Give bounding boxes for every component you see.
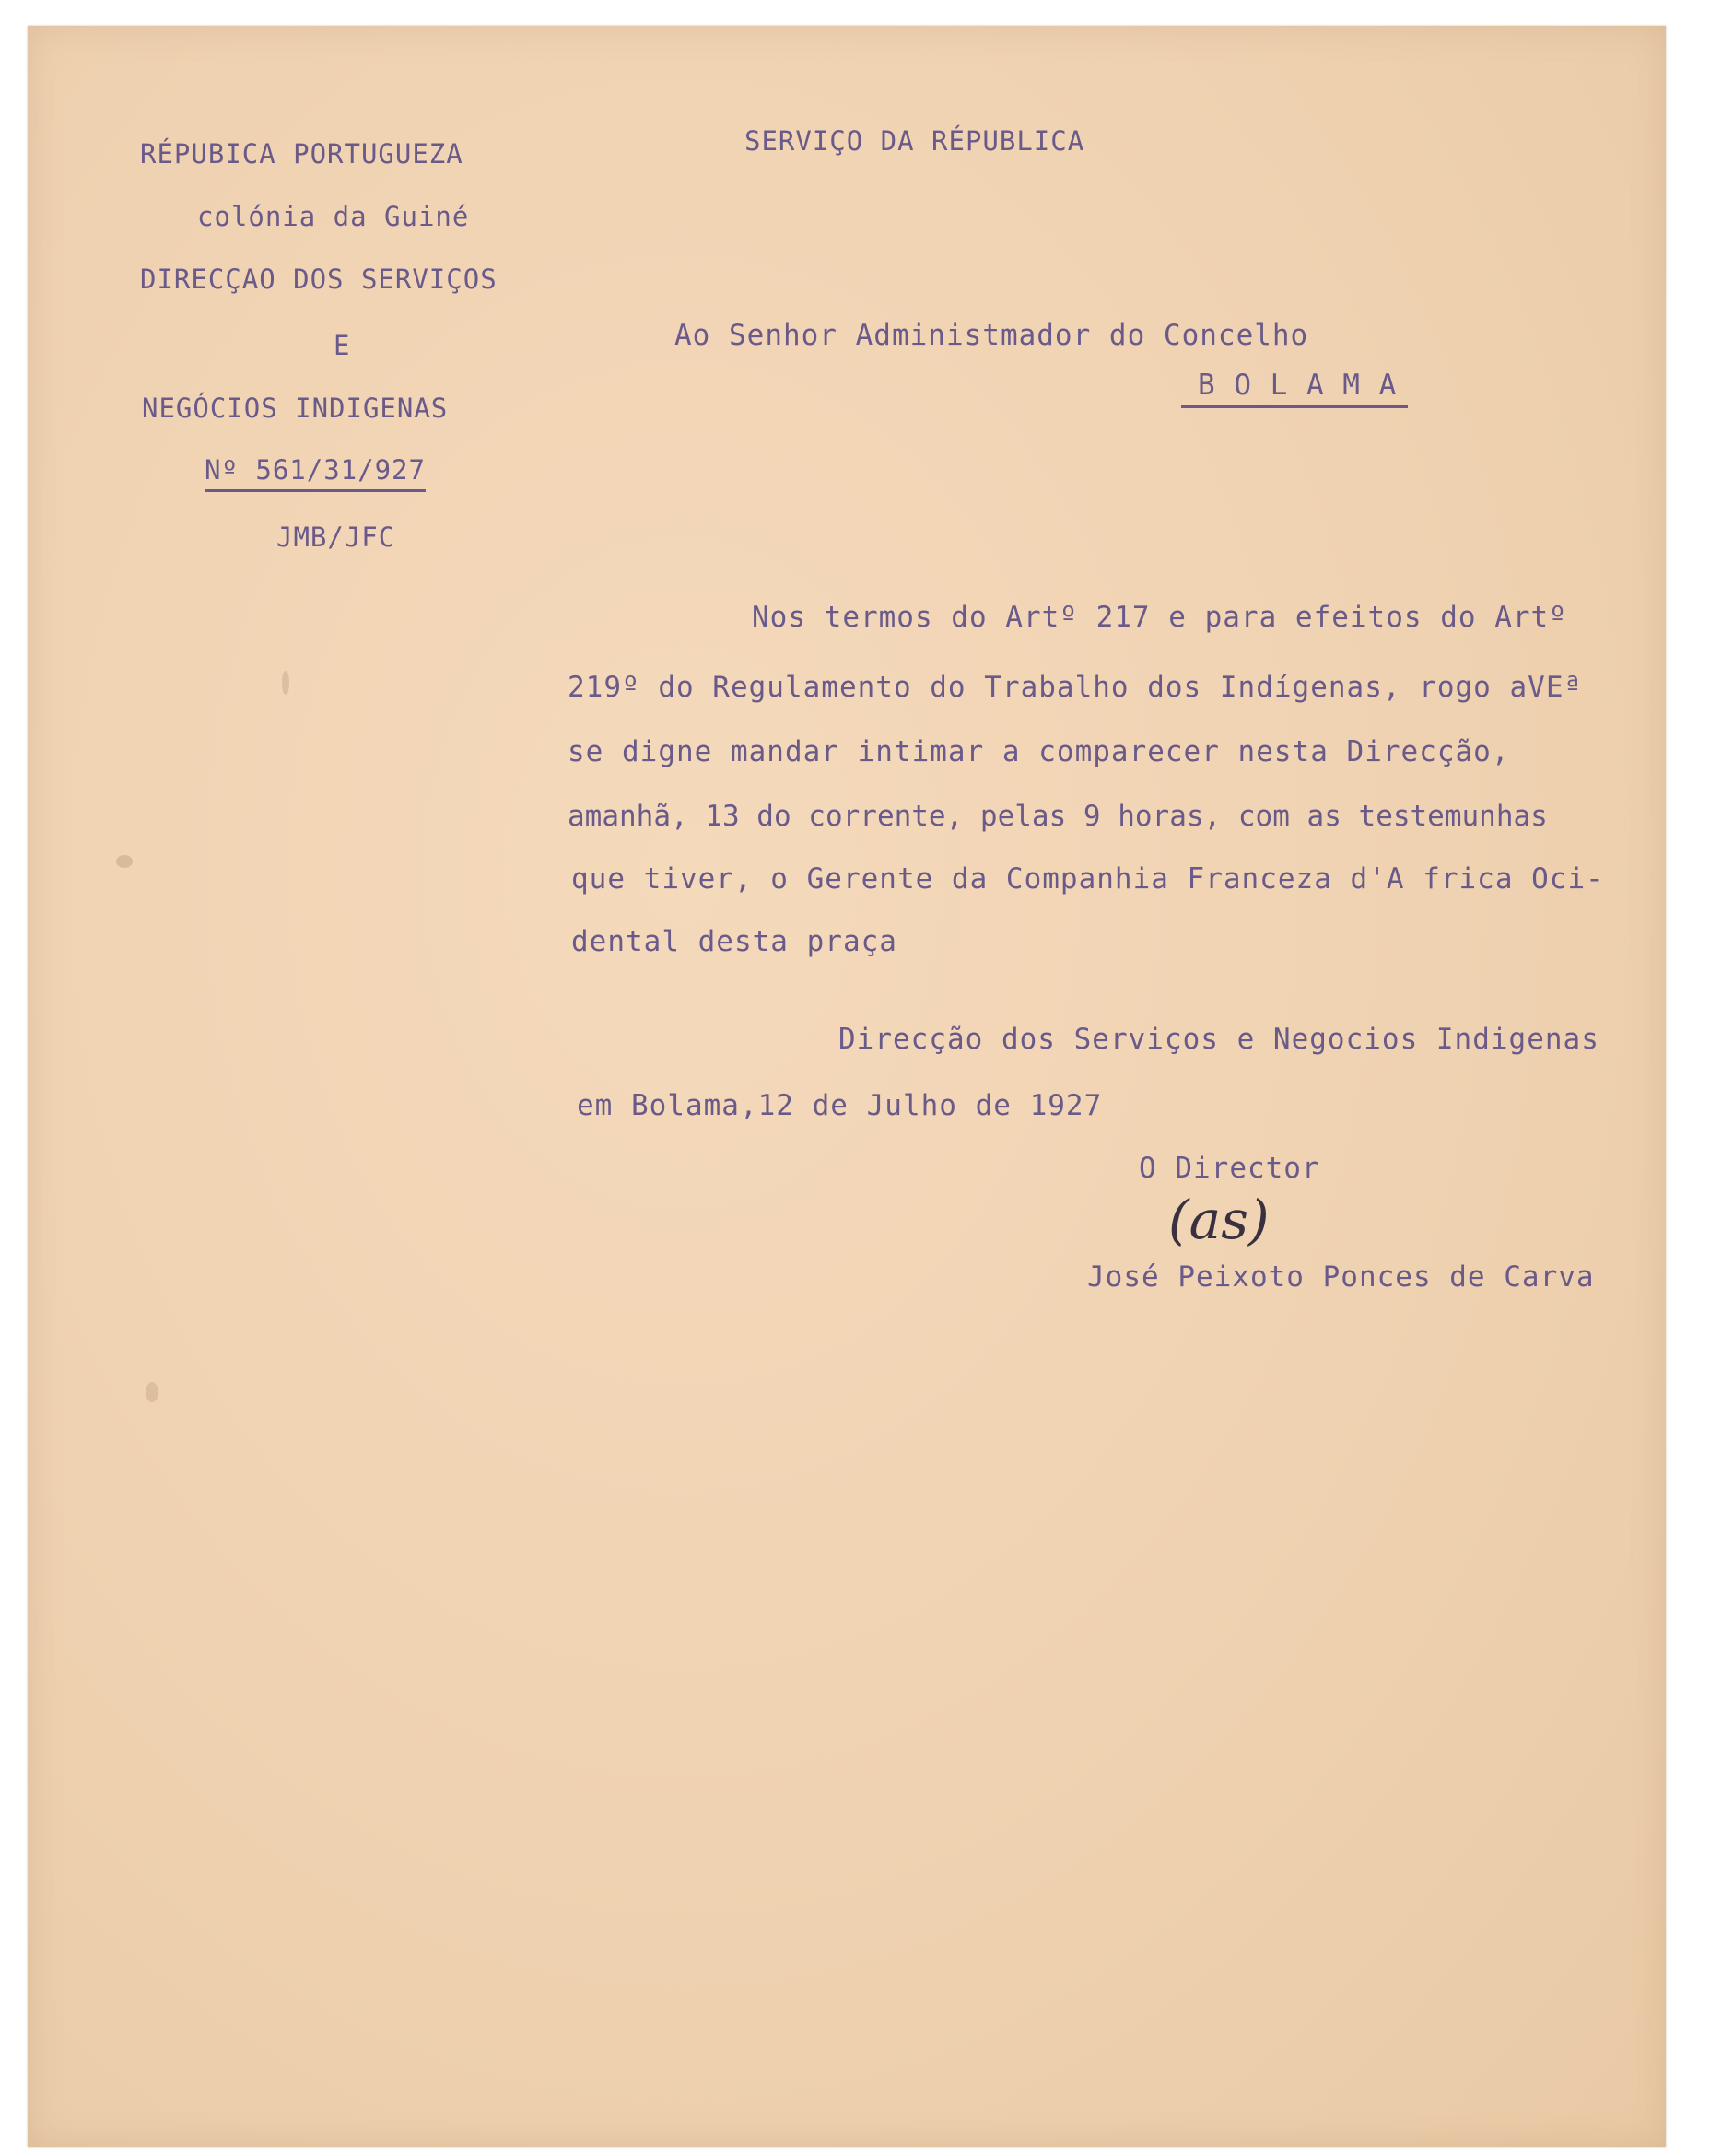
service-header: SERVIÇO DA RÉPUBLICA [744,125,1085,157]
paper-stain [282,671,289,695]
signature-mark: (as) [1168,1189,1270,1251]
reference-number: Nº 561/31/927 [205,454,426,492]
signer-name: José Peixoto Ponces de Carva [1087,1260,1595,1294]
letterhead-line-colony: colónia da Guiné [197,201,470,232]
paper-stain [116,855,133,868]
body-line: 219º do Regulamento do Trabalho dos Indígenas, rogo aVEª [568,671,1583,704]
paper-stain [146,1382,158,1402]
body-line: amanhã, 13 do corrente, pelas 9 horas, com as testemunhas [568,800,1548,833]
letterhead-line-directorate: DIRECÇAO DOS SERVIÇOS [140,264,498,295]
body-line: dental desta praça [571,925,897,958]
body-line: se digne mandar intimar a comparecer nesta Direcção, [568,735,1510,768]
document-page [28,26,1666,2147]
closing-office: Direcção dos Serviços e Negocios Indigenas [838,1023,1599,1056]
letterhead-line-affairs: NEGÓCIOS INDIGENAS [142,393,449,424]
typist-initials: JMB/JFC [276,521,396,553]
letterhead-line-republic: RÉPUBICA PORTUGUEZA [140,138,463,170]
letterhead-line-e: E [334,330,351,361]
addressee-line: Ao Senhor Administmador do Concelho [674,319,1309,352]
closing-date: em Bolama,12 de Julho de 1927 [577,1089,1103,1122]
closing-title: O Director [1139,1152,1320,1185]
body-line: que tiver, o Gerente da Companhia Franceza d'A frica Oci- [571,862,1604,896]
body-line: Nos termos do Artº 217 e para efeitos do Artº [752,601,1567,634]
addressee-place: B O L A M A [1181,369,1408,408]
